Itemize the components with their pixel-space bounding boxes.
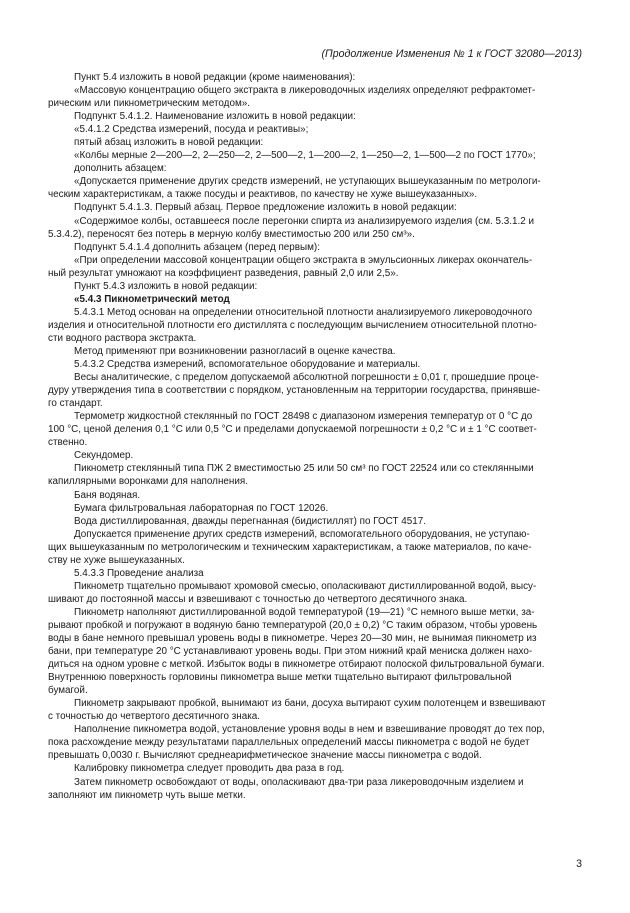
paragraph: «При определении массовой концентрации общего экстракта в эмульсионных ликерах окончатель- ный результат умножают на коэффициент разведения, равный 2,0 или 2,5». xyxy=(48,254,533,279)
page-header: (Продолжение Изменения № 1 к ГОСТ 32080—2013) xyxy=(321,48,582,60)
paragraph: 5.4.3.2 Средства измерений, вспомогательное оборудование и материалы. xyxy=(74,359,421,371)
paragraph: Пикнометр стеклянный типа ПЖ 2 вместимостью 25 или 50 см³ по ГОСТ 22524 или со стеклянными капиллярными воронками для наполнения. xyxy=(48,463,534,488)
paragraph: пятый абзац изложить в новой редакции: xyxy=(74,137,264,149)
paragraph: Бумага фильтровальная лабораторная по ГОСТ 12026. xyxy=(74,502,329,514)
paragraph: 5.4.3.3 Проведение анализа xyxy=(74,567,204,579)
paragraph: Затем пикнометр освобождают от воды, ополаскивают два-три раза ликероводочным изделием и заполняют им пикнометр чуть выше метки. xyxy=(48,776,524,801)
paragraph: Метод применяют при возникновении разногласий в оценке качества. xyxy=(74,345,396,357)
paragraph: Баня водяная. xyxy=(74,489,141,501)
paragraph: Подпункт 5.4.1.3. Первый абзац. Первое предложение изложить в новой редакции: xyxy=(74,202,457,214)
paragraph: Секундомер. xyxy=(74,450,134,462)
paragraph: «Содержимое колбы, оставшееся после перегонки спирта из анализируемого изделия (см. 5.3.1.2 и 5.3.4.2), переносят без потерь в мерную колбу вместимостью 200 или 250 см³». xyxy=(48,215,534,240)
paragraph: Весы аналитические, с пределом допускаемой абсолютной погрешности ± 0,01 г, прошедшие проце- дуру утверждения типа в соответствии с порядком, установленным на территории государства, принявше- го стандарт. xyxy=(48,372,541,410)
paragraph: Калибровку пикнометра следует проводить два раза в год. xyxy=(74,763,345,775)
paragraph: Термометр жидкостной стеклянный по ГОСТ 28498 с диапазоном измерения температур от 0 °С до 100 °С, ценой деления 0,1 °С или 0,5 °С и пределами допускаемой погрешности ± 0,2 °С и ± 1 °С соответ- ственно. xyxy=(48,411,537,449)
paragraph: Подпункт 5.4.1.2. Наименование изложить в новой редакции: xyxy=(74,111,356,123)
paragraph: Наполнение пикнометра водой, установление уровня воды в нем и взвешивание проводят до тех пор, пока расхождение между результатами параллельных определений массы пикнометра с водой не будет превышать 0,0030 г. Вычисляют среднеарифметическое значение массы пикнометра с водой. xyxy=(48,724,545,762)
paragraph: Пункт 5.4.3 изложить в новой редакции: xyxy=(74,280,258,292)
paragraph: Подпункт 5.4.1.4 дополнить абзацем (перед первым): xyxy=(74,241,320,253)
page-number: 3 xyxy=(576,858,582,870)
paragraph: «Допускается применение других средств измерений, не уступающих вышеуказанным по метрологи- ческим характеристикам, а также посуды и реактивов, по качеству не хуже вышеуказанных». xyxy=(48,176,541,201)
paragraph: Допускается применение других средств измерений, вспомогательного оборудования, не уступаю- щих вышеуказанным по метрологическим и техническим характеристикам, а также материалов, по каче- ству не хуже вышеуказанных. xyxy=(48,528,532,566)
paragraph: Пикнометр наполняют дистиллированной водой температурой (19—21) °С немного выше метки, за- рывают пробкой и погружают в водяную баню температурой (20,0 ± 0,2) °С таким образом, чтобы уровень воды в бане немного превышал уровень воды в пикнометре. Через 20—30 мин, не вынимая пикнометр из бани, при температуре 20 °С устанавливают уровень воды. При этом нижний край мениска должен нахо- диться на одном уровне с меткой. Избыток воды в пикнометре отбирают полоской фильтровальной бумаги. Внутреннюю поверхность горловины пикнометра выше метки тщательно вытирают фильтровальной бумагой. xyxy=(48,606,545,697)
paragraph: Пикнометр закрывают пробкой, вынимают из бани, досуха вытирают сухим полотенцем и взвешивают с точностью до четвертого десятичного знака. xyxy=(48,698,546,723)
paragraph: Пункт 5.4 изложить в новой редакции (кроме наименования): xyxy=(74,72,356,83)
paragraph: 5.4.3.1 Метод основан на определении относительной плотности анализируемого ликероводочного изделия и относительной плотности его дистиллята с последующим вычислением относительной плотно- сти водного раствора экстракта. xyxy=(48,306,537,344)
paragraph: Пикнометр тщательно промывают хромовой смесью, ополаскивают дистиллированной водой, высу- шивают до постоянной массы и взвешивают с точностью до четвертого десятичного знака. xyxy=(48,580,537,605)
paragraph: «5.4.1.2 Средства измерений, посуда и реактивы»; xyxy=(74,124,309,136)
paragraph: дополнить абзацем: xyxy=(74,163,167,175)
paragraph: «Массовую концентрацию общего экстракта в ликероводочных изделиях определяют рефрактомет- рическим или пикнометрическим методом». xyxy=(48,85,536,110)
paragraph: Вода дистиллированная, дважды перегнанная (бидистиллят) по ГОСТ 4517. xyxy=(74,515,426,527)
section-heading: «5.4.3 Пикнометрический метод xyxy=(74,293,230,305)
paragraph: «Колбы мерные 2—200—2, 2—250—2, 2—500—2, 1—200—2, 1—250—2, 1—500—2 по ГОСТ 1770»; xyxy=(74,150,536,162)
document-body xyxy=(48,71,582,802)
